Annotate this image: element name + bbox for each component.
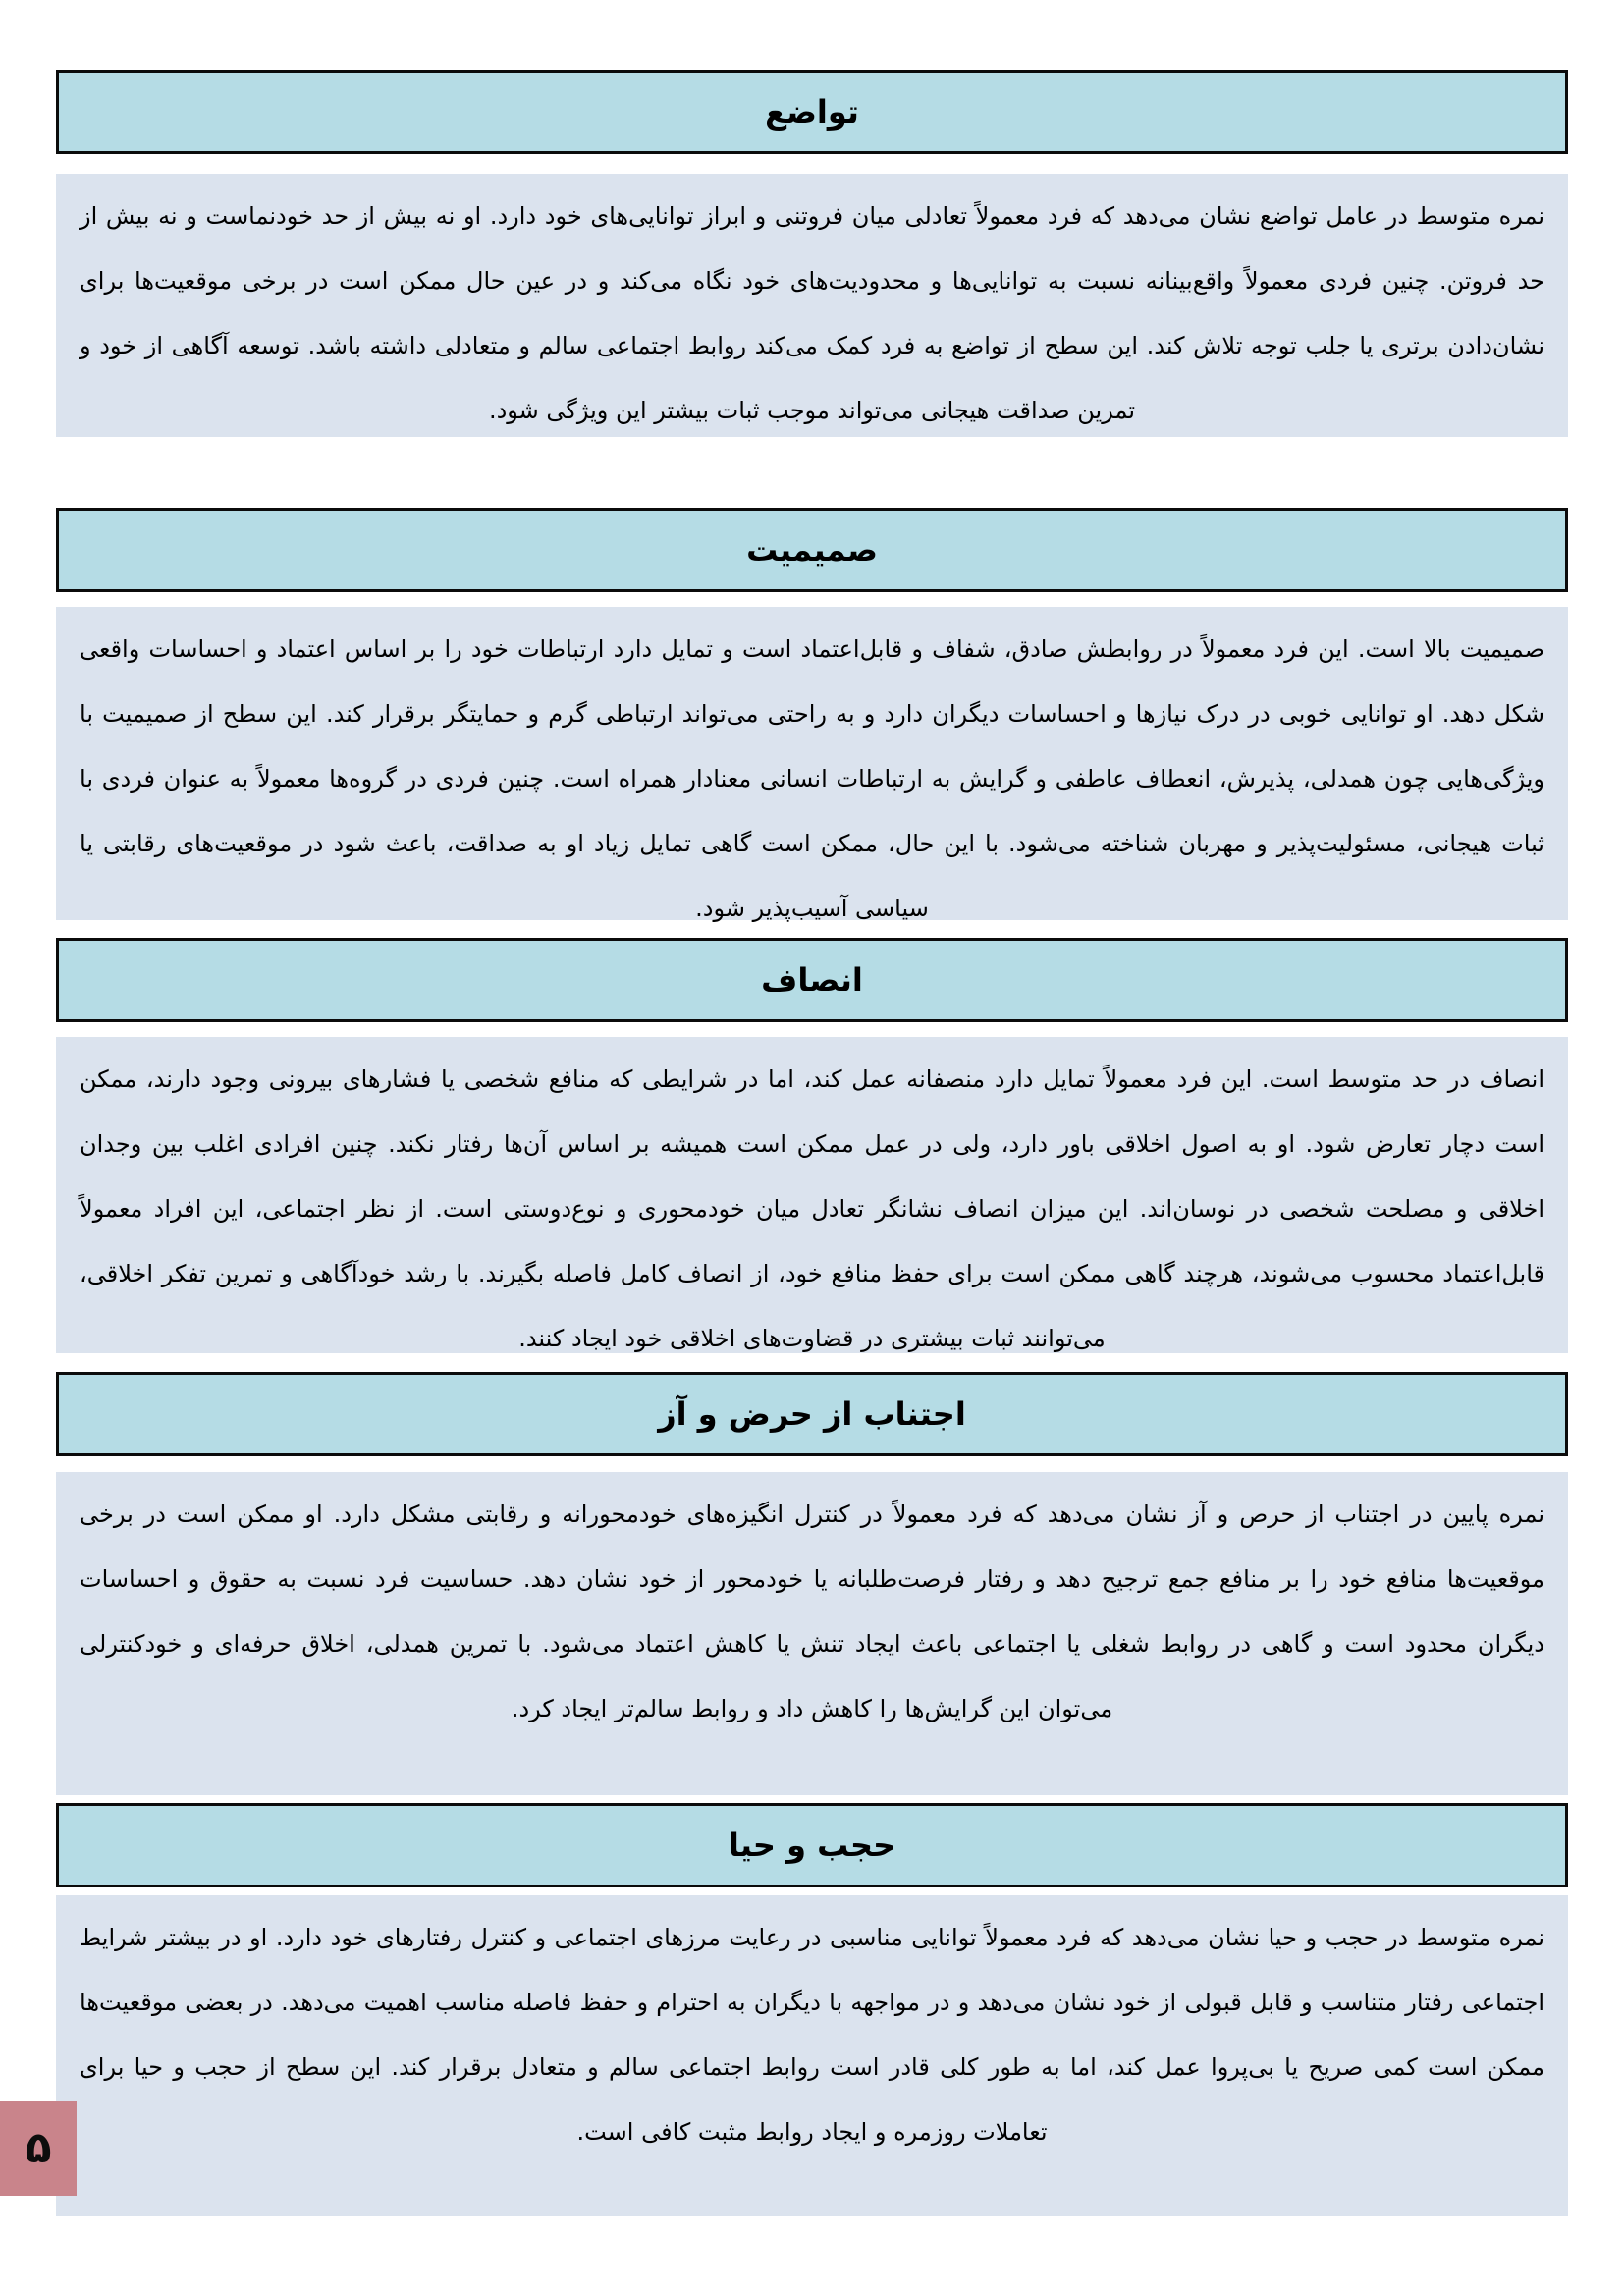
page-number-box [0,2101,77,2196]
section-body-modesty [56,1895,1568,2216]
section-header-modesty [56,1803,1568,1887]
section-body-sincerity [56,607,1568,920]
section-body-fairness [56,1037,1568,1353]
section-paragraph-sincerity: صمیمیت بالا است. این فرد معمولاً در روابطش صادق، شفاف و قابل‌اعتماد است و تمایل دارد ارتباطات خود را بر اساس اعتماد و احساسات واقعی شکل دهد. او توانایی خوبی در درک نیازها و احساسات دیگران دارد و به راحتی می‌تواند ارتباطی گرم و حمایتگر برقرار کند. این سطح از صمیمیت با ویژگی‌هایی چون همدلی، پذیرش، انعطاف عاطفی و گرایش به ارتباطات انسانی معنادار همراه است. چنین فردی در گروه‌ها معمولاً به عنوان فردی با ثبات هیجانی، مسئولیت‌پذیر و مهربان شناخته می‌شود. با این حال، ممکن است گاهی تمایل زیاد او به صداقت، باعث شود در موقعیت‌های رقابتی یا سیاسی آسیب‌پذیر شود. [80,635,1544,922]
section-body-humility [56,174,1568,437]
section-paragraph-fairness: انصاف در حد متوسط است. این فرد معمولاً تمایل دارد منصفانه عمل کند، اما در شرایطی که منافع شخصی یا فشارهای بیرونی وجود دارند، ممکن است دچار تعارض شود. او به اصول اخلاقی باور دارد، ولی در عمل ممکن است همیشه بر اساس آن‌ها رفتار نکند. چنین افرادی اغلب بین وجدان اخلاقی و مصلحت شخصی در نوسان‌اند. این میزان انصاف نشانگر تعادل میان خودمحوری و نوع‌دوستی است. از نظر اجتماعی، این افراد معمولاً قابل‌اعتماد محسوب می‌شوند، هرچند گاهی ممکن است برای حفظ منافع خود، از انصاف کامل فاصله بگیرند. با رشد خودآگاهی و تمرین تفکر اخلاقی، می‌توانند ثبات بیشتری در قضاوت‌های اخلاقی خود ایجاد کنند. [80,1066,1544,1352]
section-paragraph-greed-avoidance: نمره پایین در اجتناب از حرص و آز نشان می‌دهد که فرد معمولاً در کنترل انگیزه‌های خودمحورانه و رقابتی مشکل دارد. او ممکن است در برخی موقعیت‌ها منافع خود را بر منافع جمع ترجیح دهد و رفتار فرصت‌طلبانه یا خودمحور از خود نشان دهد. حساسیت فرد نسبت به حقوق و احساسات دیگران محدود است و گاهی در روابط شغلی یا اجتماعی باعث ایجاد تنش یا کاهش اعتماد می‌شود. با تمرین همدلی، اخلاق حرفه‌ای و خودکنترلی می‌توان این گرایش‌ها را کاهش داد و روابط سالم‌تر ایجاد کرد. [80,1501,1544,1722]
section-title-fairness: انصاف [761,961,863,999]
section-paragraph-humility: نمره متوسط در عامل تواضع نشان می‌دهد که فرد معمولاً تعادلی میان فروتنی و ابراز توانایی‌های خود دارد. او نه بیش از حد خودنماست و نه بیش از حد فروتن. چنین فردی معمولاً واقع‌بینانه نسبت به توانایی‌ها و محدودیت‌های خود نگاه می‌کند و در عین حال ممکن است در برخی موقعیت‌ها برای نشان‌دادن برتری یا جلب توجه تلاش کند. این سطح از تواضع به فرد کمک می‌کند روابط اجتماعی سالم و متعادلی داشته باشد. توسعه آگاهی از خود و تمرین صداقت هیجانی می‌تواند موجب ثبات بیشتر این ویژگی شود. [80,202,1544,424]
section-header-humility [56,70,1568,154]
section-title-greed-avoidance: اجتناب از حرض و آز [658,1395,966,1433]
section-title-modesty: حجب و حیا [728,1827,896,1864]
section-title-sincerity: صمیمیت [746,531,878,569]
section-header-fairness [56,938,1568,1022]
section-paragraph-modesty: نمره متوسط در حجب و حیا نشان می‌دهد که فرد معمولاً توانایی مناسبی در رعایت مرزهای اجتماعی و کنترل رفتارهای خود دارد. او در بیشتر شرایط اجتماعی رفتار متناسب و قابل قبولی از خود نشان می‌دهد و در مواجهه با دیگران به احترام و حفظ فاصله مناسب اهمیت می‌دهد. در بعضی موقعیت‌ها ممکن است کمی صریح یا بی‌پروا عمل کند، اما به طور کلی قادر است روابط اجتماعی سالم و متعادل برقرار کند. این سطح از حجب و حیا برای تعاملات روزمره و ایجاد روابط مثبت کافی است. [80,1924,1544,2146]
section-title-humility: تواضع [765,93,859,131]
page-number: ۵ [25,2122,52,2173]
section-body-greed-avoidance [56,1472,1568,1795]
section-header-sincerity [56,508,1568,592]
section-header-greed-avoidance [56,1372,1568,1456]
